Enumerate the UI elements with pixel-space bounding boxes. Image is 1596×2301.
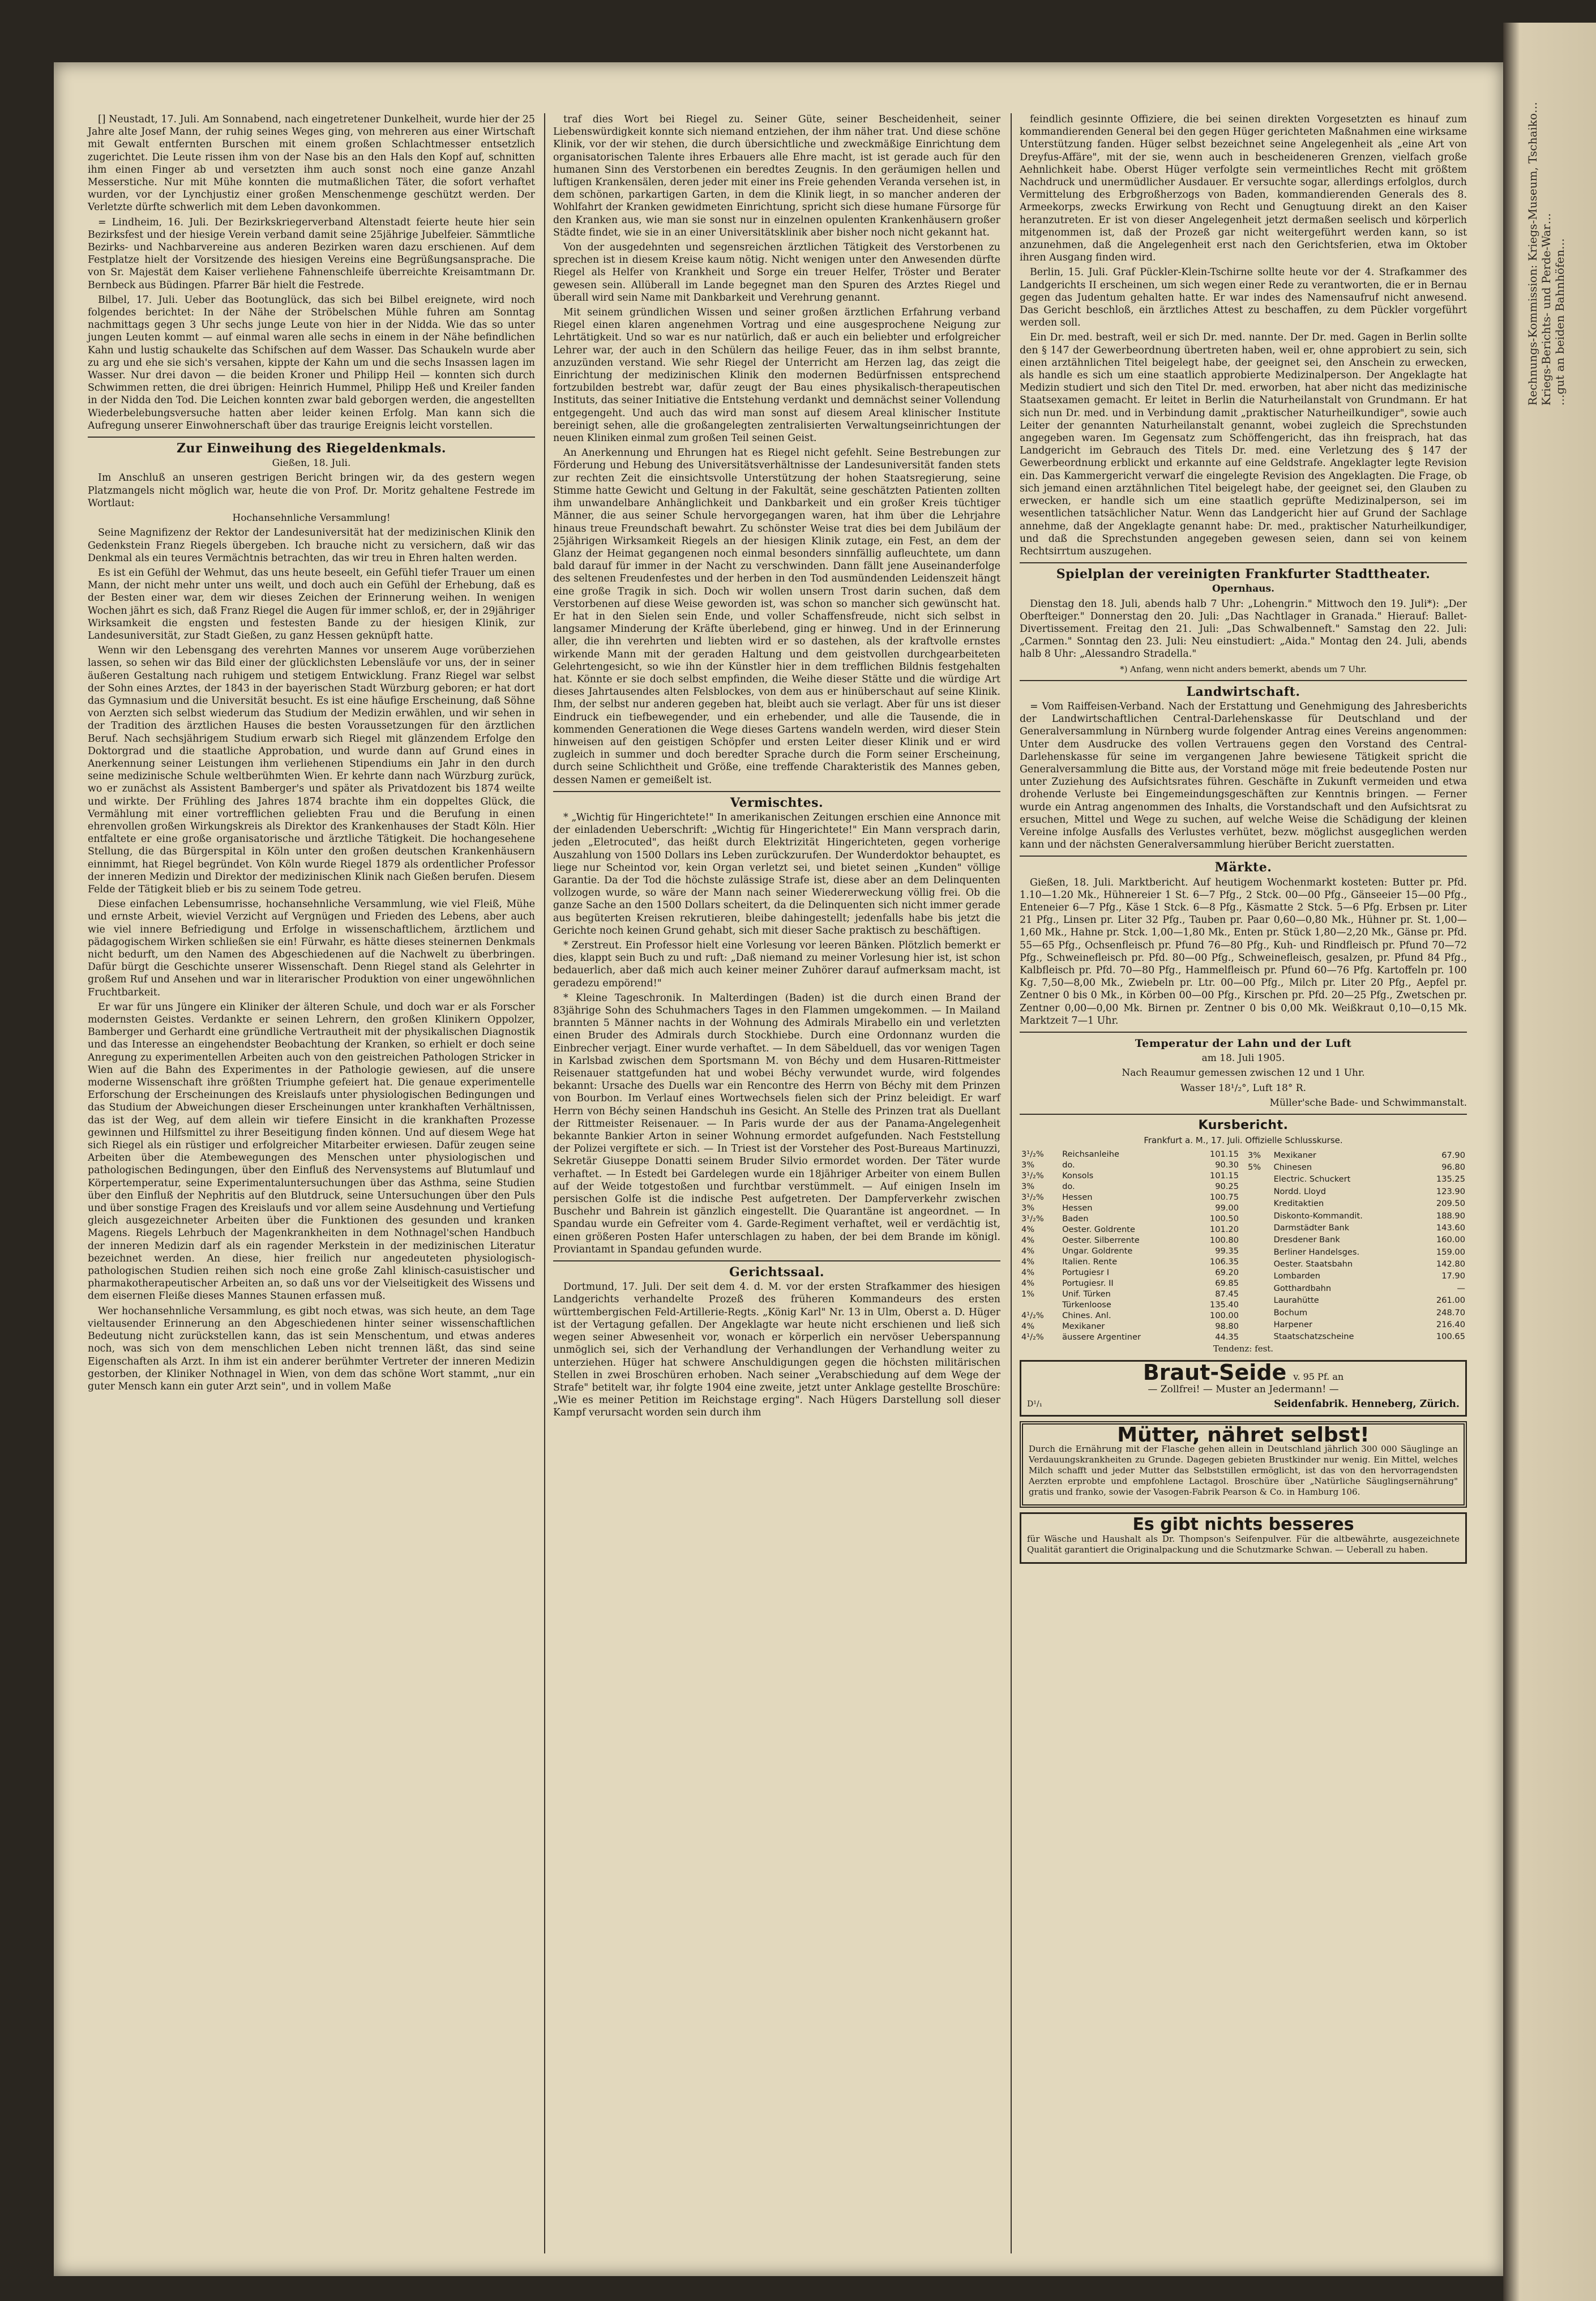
kurs-security: Chines. Anl.: [1062, 1311, 1111, 1321]
kurs-security: Kreditaktien: [1273, 1199, 1324, 1209]
kurs-price: 101.20: [1209, 1225, 1239, 1235]
ad-muetter: [1020, 1421, 1467, 1508]
kurs-rate: [1246, 1331, 1272, 1342]
kurs-price: 123.90: [1436, 1186, 1465, 1196]
kurs-security: äussere Argentiner: [1062, 1332, 1141, 1342]
column-2: [553, 113, 1000, 2253]
paragraph: Er war für uns Jüngere ein Kliniker der älteren Schule, und doch war er als Forscher modernsten Geistes. Verdankte er seinen Lehrern, den großen Klinikern Oppolzer, Bamberger und Gerhardt eine gründliche Vertrautheit mit der physikalischen Diagnostik und das Interesse an eingehendster Beobachtung der Kranken, so erhielt er doch seine Anregung zu experimentellen Arbeiten auch von den geistreichen Pathologen Stricker in Wien auf die Bahn des Experimentes in der Pathologie gewiesen, auf die unsere moderne Wissenschaft ihre größten Triumphe gefeiert hat. Die genaue experimentelle Erforschung der Erscheinungen des Kreislaufs unter physiologischen Bedingungen und das Studium der Abweichungen dieser Erscheinungen unter krankhaften Verhältnissen, das ist der Weg, auf dem allein wir tiefere Einsicht in die krankhaften Prozesse gewinnen und Hilfsmittel zu ihrer Beseitigung finden können. Und auf diesem Wege hat sich Riegel als ein rüstiger und erfolgreicher Mitarbeiter erwiesen. Dafür zeugen seine Arbeiten über die Atembewegungen des Menschen unter physiologischen und pathologischen Bedingungen, über den Einfluß des Nervensystems auf Blutumlauf und Körpertemperatur, seine Experimentaluntersuchungen über das Asthma, seine Studien über den Einfluß der Nephritis auf den Blutdruck, seine Untersuchungen über den Puls und über sonstige Fragen des Kreislaufs und vor allem seine Ausdehnung und Vertiefung gleich ausgezeichneter Arbeiten über die Funktionen des gesunden und kranken Magens. Riegels Lehrbuch der Magenkrankheiten in dem Nothnagel'schen Handbuch der inneren Medizin darf als ein ragender Merkstein in der medizinischen Literatur bezeichnet werden. An diese, hier freilich nur angedeuteten physiologisch-pathologischen Studien reihen sich noch eine große Zahl klinisch-casuistischer und pharmakotherapeutischer Arbeiten an, so daß uns vor der Vielseitigkeit des Wissens und dem eisernen Fleiße dieses Mannes Staunen erfassen muß.: [88, 1001, 535, 1302]
paragraph: Diese einfachen Lebensumrisse, hochansehnliche Versammlung, wie viel Fleiß, Mühe und ernste Arbeit, wieviel Verzicht auf Vergnügen und Frieden des Lebens, aber auch wie viel innere Befriedigung und Erfolge in wissenschaftlichem, ärztlichem und pädagogischem Wirken schließen sie ein! Fürwahr, es hätte dieses steinernen Denkmals nicht bedurft, um den Namen des Abgeschiedenen auf die Nachwelt zu überbringen. Dafür bürgt die Geschichte unserer Wissenschaft. Denn Riegel stand als Gelehrter in großem Ruf und Ansehen und war in literarischer Produktion von einer ungewöhnlichen Fruchtbarkeit.: [88, 899, 535, 998]
kurs-price: 159.00: [1436, 1247, 1465, 1257]
article-raiffeisen: = Vom Raiffeisen-Verband. Nach der Erstattung und Genehmigung des Jahresberichts der Landwirtschaftlichen Central-Darlehenskasse für Deutschland und der Generalversammlung in Nürnberg wurde folgender Antrag eines Vereins angenommen: Unter dem Ausdrucke des vollen Vertrauens gegen den Vorstand des Central-Darlehenskasse für seine im vergangenen Jahre bewiesene Tätigkeit spricht die Generalversammlung die Bitte aus, der Vorstand möge mit freie bedeutende Posten nur unter Zuziehung des Aufsichtsrates führen. Geschäfte in Zukunft vermeiden und etwa drohende Verluste bei Eingemeindungsgeschäften zur Kenntnis bringen. — Ferner wurde ein Antrag angenommen des Inhalts, die Vorstandschaft und den Aufsichtsrat zu ersuchen, Mittel und Wege zu suchen, auf welche Weise die Schädigung der kleinen Vereine infolge Ausfalls des Verlustes verhütet, bezw. möglichst ausgeglichen werden kann und der nächsten Generalversammlung hierüber Bericht zuerstatten.: [1020, 700, 1467, 851]
theater-schedule: Dienstag den 18. Juli, abends halb 7 Uhr: „Lohengrin." Mittwoch den 19. Juli*): „Der Oberfteiger." Donnerstag den 20. Juli: „Das Nachtlager in Granada." Hierauf: Ballet-Divertissement. Freitag den 21. Juli: „Das Schwalbenneft." Samstag den 22. Juli: „Carmen." Sonntag den 23. Juli: Neu einstudiert: „Aida." Montag den 24. Juli, abends halb 8 Uhr: „Alessandro Stradella.": [1020, 598, 1467, 660]
kurs-security: Dresdener Bank: [1273, 1235, 1340, 1245]
kurs-rate: [1246, 1270, 1272, 1282]
kurs-security: Konsols: [1062, 1171, 1094, 1181]
kurs-security: do.: [1062, 1182, 1075, 1192]
kurs-price: 69.85: [1215, 1278, 1239, 1289]
kurs-price: 69.20: [1215, 1268, 1239, 1278]
kurs-rate: 4¹/₂%: [1021, 1311, 1044, 1321]
kurs-price: 106.35: [1209, 1257, 1239, 1267]
kurs-row: [1246, 1282, 1467, 1294]
kurs-price: 44.35: [1215, 1332, 1239, 1342]
kurs-row: [1020, 1203, 1240, 1213]
kurs-price: —: [1457, 1283, 1465, 1293]
kurs-price: 99.00: [1215, 1203, 1239, 1213]
kurs-security: Bochum: [1273, 1307, 1308, 1318]
kurs-row: [1020, 1310, 1240, 1321]
article-lindheim: = Lindheim, 16. Juli. Der Bezirkskriegerverband Altenstadt feierte heute hier sein Bezirksfest und der hiesige Verein verband damit seine 25jährige Jubelfeier. Sämmtliche Bezirks- und Nachbarvereine aus anderen Bezirken waren dazu erschienen. Auf dem Festplatze hielt der Vorsitzende des hiesigen Vereins eine Begrüßungsansprache. Die von Sr. Majestät dem Kaiser verliehene Fahnenschleife überreichte Kreisamtmann Dr. Bernbeck aus Büdingen. Pfarrer Bär hielt die Festrede.: [88, 216, 535, 291]
kurs-security: Staatschatzscheine: [1273, 1332, 1354, 1342]
kurs-row: [1020, 1267, 1240, 1278]
ad-text: für Wäsche und Haushalt als Dr. Thompson's Seifenpulver. Für die altbewährte, ausgezeichnete Qualität garantiert die Originalpackung und die Schutzmarke Schwan. — Ueberall zu haben.: [1027, 1533, 1460, 1555]
kurs-price: 67.90: [1441, 1150, 1465, 1160]
paragraph: An Anerkennung und Ehrungen hat es Riegel nicht gefehlt. Seine Bestrebungen zur Förderung und Hebung des Universitätsverhältnisse der Landesuniversität fanden stets zur rechten Zeit die einsichtsvolle Unterstützung der hohen Staatsregierung, seine Stimme hatte Gewicht und Geltung in der Fakultät, seine geschätzten Patienten zollten ihm unwandelbare Anhänglichkeit und Dankbarkeit und ein großer Kreis tüchtiger Männer, die aus seiner Schule hervorgegangen waren, hat ihm über die Lehrjahre hinaus treue Freundschaft bewahrt. Zu schönster Weise trat dies bei dem Jubiläum der 25jährigen Wirksamkeit Riegels an der hiesigen Klinik zutage, ein Fest, an dem der Glanz der Heimat gegangenen noch einmal besonders sinnfällig aufleuchtete, um dann bald darauf für immer in der Nacht zu verschwinden. Dann fällt jene Auseinanderfolge des seltenen Freudenfestes und der herben in den Tod ausmündenden Leidenszeit hängt eine große Tragik in sich. Doch wir wollen unsern Trost darin suchen, daß dem Verstorbenen auf diese Weise geworden ist, was schon so mancher sich gewünscht hat. Er hat in den Sielen sein Ende, und voller Schaffensfreude, nicht sich selbst in langsamer Minderung der Kräfte überlebend, ging er hinweg. Und in der Erinnerung aller, die ihn verehrten und liebten wird er so dastehen, als der kraftvolle ernstes wirkende Mann mit der geraden Haltung und dem geistvollen durchgearbeiteten Gelehrtengesicht, so wie ihn der Künstler hier in dem trefflichen Bildnis festgehalten hat. Könnte er sie doch selbst empfinden, die Weihe dieser Stätte und die würdige Art dieses Jahrtausendes alten Felsblockes, von dem aus er hinüberschaut auf seine Klinik. Ihm, der selbst nur anderen gegeben hat, bleibt auch sie verlagt. Aber für uns ist dieser Eindruck ein tiefbewegender, und ein erhebender, und alle die Tausende, die in kommenden Generationen die Wege dieses Gartens wandeln werden, wird dieser Stein hinweisen auf den geistigen Schöpfer und ersten Leiter dieser Klinik und er wird zugleich in summer und doch beredter Sprache durch die Form seiner Erscheinung, durch seine Schlichtheit und Größe, eine treffende Charakteristik des Mannes geben, dessen Namen er gemeißelt ist.: [553, 447, 1000, 786]
heading-theater: Spielplan der vereinigten Frankfurter Stadttheater.: [1056, 567, 1431, 582]
kurs-price: 101.15: [1209, 1171, 1239, 1181]
kurs-security: Reichsanleihe: [1062, 1149, 1119, 1160]
temp-source: Müller'sche Bade- und Schwimmanstalt.: [1269, 1097, 1467, 1109]
kurs-rate: [1246, 1186, 1272, 1197]
kurs-row: [1246, 1294, 1467, 1306]
temp-date: am 18. Juli 1905.: [1201, 1053, 1285, 1064]
kurs-price: 248.70: [1436, 1307, 1465, 1318]
kurs-security: Baden: [1062, 1214, 1089, 1224]
kurs-security: do.: [1062, 1160, 1075, 1170]
next-page-edge: [1503, 23, 1596, 2301]
kurs-row: [1020, 1213, 1240, 1224]
heading-kursbericht: Kursbericht.: [1198, 1118, 1289, 1133]
paragraph: Mit seinem gründlichen Wissen und seiner großen ärztlichen Erfahrung verband Riegel einen klaren angenehmen Vortrag und eine ausgesprochene Neigung zur Lehrtätigkeit. Und so war es nur natürlich, daß er auch ein beliebter und erfolgreicher Lehrer war, der auch in den Schülern das heilige Feuer, das in ihm selbst brannte, anzuzünden verstand. Wie sehr Riegel der Unterricht am Herzen lag, das zeigt die Einrichtung der medizinischen Klinik den modernen Bedürfnissen entsprechend fortzubilden bestrebt war, dafür zeugt der Bau eines physikalisch-therapeutischen Instituts, das seiner Initiative die Entstehung verdankt und demnächst seiner Vollendung entgegengeht. Und auch das wird man sonst auf diesem Areal klinischer Institute bereinigt sehen, alle die großangelegten zentralisierten Verwaltungseinrichtungen der neuen Kliniken einmal zum großen Teil seinen Geist.: [553, 307, 1000, 444]
kurs-security: Hessen: [1062, 1203, 1093, 1213]
salutation: Hochansehnliche Versammlung!: [232, 512, 391, 524]
divider: [553, 1260, 1000, 1261]
kurs-table-right: [1246, 1149, 1467, 1342]
kurs-tables: [1020, 1149, 1467, 1342]
kurs-rate: [1246, 1294, 1272, 1306]
kurs-rate: 3¹/₂%: [1021, 1192, 1044, 1203]
kurs-security: Oester. Silberrente: [1062, 1235, 1140, 1246]
kurs-price: 261.00: [1436, 1295, 1465, 1306]
column-rule: [544, 113, 545, 2253]
kurs-rate: 4%: [1021, 1246, 1035, 1256]
article-dr-med: Ein Dr. med. bestraft, weil er sich Dr. med. nannte. Der Dr. med. Gagen in Berlin sollte den § 147 der Gewerbeordnung übertreten haben, weil er, ohne approbiert zu sein, sich einen arztähnlichen Titel beigelegt habe, der geeignet sei, den Anschein zu erwecken, als handle es sich um eine staatlich approbierte Medizinalperson. Der Angeklagte hat Medizin studiert und sich den Titel Dr. med. erworben, hat aber nicht das medizinische Staatsexamen gemacht. Er leitet in Berlin die Naturheilanstalt von Grundmann. Er hat sich nun Dr. med. und in Verbindung damit „praktischer Naturheilkundiger", sowie auch Leiter der genannten Naturheilanstalt genannt, wobei zugleich die Sprechstunden angegeben waren. Im Gegensatz zum Schöffengericht, das ihn freisprach, hat das Landgericht im Gebrauch des Titels Dr. med. eine Verletzung des § 147 der Gewerbeordnung erblickt und erkannte auf eine Geldstrafe. Angeklagter legte Revision ein. Das Kammergericht verwarf die eingelegte Revision des Angeklagten. Die Frage, ob sich jemand einen arztähnlichen Titel beigelegt habe, der geeignet sei, den Glauben zu erwecken, er handle sich um eine staatlich geprüfte Medizinalperson, sei im wesentlichen tatsächlicher Natur. Wenn das Landgericht hier auf Grund der Sachlage annehme, daß der Angeklagte genannt habe: Dr. med., praktischer Naturheilkundiger, und daß die Sprechstunden angegeben gewesen seien, dann sei von keinem Rechtsirrtum auszugehen.: [1020, 332, 1467, 557]
kurs-row: [1246, 1186, 1467, 1197]
kurs-rate: [1246, 1282, 1272, 1294]
article-hingerichtete: * „Wichtig für Hingerichtete!" In amerikanischen Zeitungen erschien eine Annonce mit der einladenden Ueberschrift: „Wichtig für Hingerichtete!" Ein Mann versprach darin, jeden „Eletrocuted", das heißt durch Elektrizität Hingerichteten, gegen vorherige Auszahlung von 1500 Dollars ins Leben zurückzurufen. Der Wunderdoktor behauptet, es liege nur Scheintod vor, kein Organ verletzt sei, und bietet seinen „Kunden" völlige Garantie. Da der Tod die höchste zulässige Strafe ist, diese aber an dem Delinquenten vollzogen wurde, so wäre der Mann nach seiner Wiedererweckung völlig frei. Ob die ganze Sache an den 1500 Dollars scheitert, da die Delinquenten sich nicht immer gerade aus begüterten Kreisen rekrutieren, bleibe dahingestellt; jedenfalls habe bis jetzt die Gerichte noch keinen Grund gehabt, sich mit dieser Sache praktisch zu beschäftigen.: [553, 811, 1000, 936]
kurs-security: Diskonto-Kommandit.: [1273, 1211, 1363, 1221]
kurs-security: Laurahütte: [1273, 1295, 1319, 1306]
kurs-rate: 3%: [1021, 1203, 1035, 1213]
divider: [88, 437, 535, 438]
ad-line: — Zollfrei! — Muster an Jedermann! —: [1148, 1383, 1339, 1395]
divider: [1020, 1114, 1467, 1115]
kurs-rate: 4%: [1021, 1225, 1035, 1235]
kurs-security: Harpener: [1273, 1319, 1312, 1329]
ad-text: Durch die Ernährung mit der Flasche gehen allein in Deutschland jährlich 300 000 Säuglinge an Verdauungskrankheiten zu Grunde. Dagegen gebieten Brustkinder nur wenig. Ein Mittel, welches Milch schafft und jeder Mutter das Selbststillen ermöglicht, ist das von den hervorragendsten Aerzten erprobte und empfohlene Lactagol. Broschüre über „Natürliche Säuglingsernährung" gratis und franko, sowie der Vasogen-Fabrik Pearson & Co. in Hamburg 106.: [1029, 1444, 1458, 1498]
kurs-row: [1246, 1331, 1467, 1342]
kurs-row: [1246, 1197, 1467, 1209]
kurs-price: 209.50: [1436, 1199, 1465, 1209]
ad-title: Mütter, nähret selbst!: [1117, 1423, 1370, 1447]
kurs-price: 100.00: [1209, 1311, 1239, 1321]
ad-line: Seidenfabrik. Henneberg, Zürich.: [1274, 1398, 1460, 1410]
kurs-rate: [1246, 1319, 1272, 1331]
paragraph: traf dies Wort bei Riegel zu. Seiner Güte, seiner Bescheidenheit, seiner Liebenswürdigkeit konnte sich niemand entziehen, der ihm näher trat. Und diese schöne Klinik, vor der wir stehen, die durch übersichtliche und zweckmäßige Einrichtung dem organisatorischen Talente ihres Erbauers alle Ehre macht, ist ist gerade auch für den humanen Sinn des Verstorbenen ein beredtes Zeugnis. In den geräumigen hellen und luftigen Krankensälen, deren jeder mit einer ins Freie gehenden Veranda versehen ist, in dem schönen, parkartigen Garten, in dem die Klinik liegt, in so mancher anderen der Wohlfahrt der Kranken gewidmeten Einrichtung, spricht sich diese humane Fürsorge für den Kranken aus, wie man sie sonst nur in einzelnen opulenten Krankenhäusern großer Städte findet, wie sie in an einer Universitätsklinik aber bisher noch nicht gekannt hat.: [553, 114, 1000, 238]
newspaper-page: [54, 62, 1503, 2276]
kurs-security: Berliner Handelsges.: [1273, 1247, 1360, 1257]
kurs-security: Electric. Schuckert: [1273, 1174, 1351, 1184]
ad-title: Braut-Seide: [1143, 1359, 1287, 1385]
kurs-price: 135.40: [1209, 1300, 1239, 1310]
divider: [1020, 856, 1467, 857]
column-3: [1020, 113, 1467, 2253]
paragraph: feindlich gesinnte Offiziere, die bei seinen direkten Vorgesetzten es hinauf zum kommandierenden General bei den gegen Hüger gerichteten Maßnahmen eine wirksame Unterstützung fanden. Hüger selbst bezeichnet seine Angelegenheit als „eine Art von Dreyfus-Affäre", mit der sie, wenn auch in bescheideneren Grenzen, vielfach große Aehnlichkeit habe. Oberst Hüger verfolgte sein vermeintliches Recht mit größtem Nachdruck und unermüdlicher Ausdauer. Er versuchte sogar, allerdings erfolglos, durch Vermittelung des Erbgroßherzogs von Baden, kommandierenden Generals des 8. Armeekorps, zwecks Erwirkung von Recht und Genugtuung direkt an den Kaiser heranzutreten. Er ist von dieser Angelegenheit jetzt dermaßen seelisch und körperlich mitgenommen ist, daß der Prozeß gar nicht weitergeführt werden kann, so ist anzunehmen, daß die Angelegenheit erst nach den Gerichtsferien, etwa im Oktober ihren Ausgang finden wird.: [1020, 114, 1467, 264]
kurs-row: [1246, 1306, 1467, 1318]
kurs-row: [1020, 1235, 1240, 1246]
kurs-security: Nordd. Lloyd: [1273, 1186, 1326, 1196]
kurs-row: [1020, 1289, 1240, 1299]
kurs-security: Portugiesr. II: [1062, 1278, 1114, 1289]
kurs-price: 100.80: [1209, 1235, 1239, 1246]
paragraph: Im Anschluß an unseren gestrigen Bericht bringen wir, da des gestern wegen Platzmangels nicht möglich war, heute die von Prof. Dr. Moritz gehaltene Festrede im Wortlaut:: [88, 472, 535, 509]
kurs-row: [1246, 1173, 1467, 1185]
divider: [1020, 680, 1467, 681]
kurs-price: 100.75: [1209, 1192, 1239, 1203]
kurs-security: Oester. Staatsbahn: [1273, 1259, 1353, 1269]
kurs-table-left: [1020, 1149, 1240, 1342]
paragraph: Wenn wir den Lebensgang des verehrten Mannes vor unserem Auge vorüberziehen lassen, so sehen wir das Bild einer der glücklichsten Lebensläufe vor uns, der in seiner äußeren Gestaltung nach ruhigem und stetigem Entwicklung. Franz Riegel war selbst der Sohn eines Arztes, der 1843 in der bayerischen Stadt Würzburg geboren; er hat dort das Gymnasium und die Universität besucht. Es ist eine häufige Erscheinung, daß Söhne von Aerzten sich selbst wiederum das Studium der Medizin erwählen, und wir sehen in der Tradition des ärztlichen Hauses die besten Voraussetzungen für den ärztlichen Beruf. Nach sechsjährigem Studium erwarb sich Riegel mit glänzendem Erfolge den Doktorgrad und die staatliche Approbation, und wurde dann auf Grund eines in Anerkennung seiner Leistungen ihm verliehenen Stipendiums ein Jahr in den durch seine medizinische Schule weltberühmten Wien. Er kehrte dann nach Würzburg zurück, wo er zunächst als Assistent Bamberger's und später als Privatdozent bis 1874 weilte und wirkte. Der Frühling des Jahres 1874 brachte ihm ein doppeltes Glück, die Vermählung mit einer vortrefflichen geliebten Frau und die Berufung in einen ehrenvollen großen Wirkungskreis als Direktor des Krankenhauses der Stadt Köln. Hier entfaltete er eine große organisatorische und ärztliche Tätigkeit. Die hochangesehene Stellung, die das Bürgerspital in Köln unter den großen deutschen Krankenhäusern einnimmt, hat Riegel begründet. Von Köln wurde Riegel 1879 als ordentlicher Professor der inneren Medizin und Direktor der medizinischen Klinik nach Gießen berufen. Diesem Felde der Tätigkeit blieb er bis zu seinem Tode getreu.: [88, 645, 536, 895]
kurs-rate: 1%: [1021, 1289, 1035, 1299]
kurs-rate: 4¹/₂%: [1021, 1332, 1044, 1342]
kurs-security: Darmstädter Bank: [1273, 1222, 1350, 1233]
heading-riegeldenkmal: Zur Einweihung des Riegeldenkmals.: [176, 441, 447, 456]
paragraph: Wer hochansehnliche Versammlung, es gibt noch etwas, was sich heute, an dem Tage vieltausender Erinnerung an den Abgeschiedenen hinter seiner wissenschaftlichen Bedeutung nicht zurückstellen kann, das ist sein Menschentum, und etwas anderes noch, was sich von dem menschlichen Leben nicht trennen läßt, das sind seine Eigenschaften als Arzt. In ihm ist ein anderer berühmter Vertreter der inneren Medizin gestorben, der Kliniker Nothnagel in Wien, von dem das schöne Wort stammt, „nur ein guter Mensch kann ein guter Arzt sein", und in vollem Maße: [88, 1305, 535, 1392]
kurs-security: Lombarden: [1273, 1271, 1321, 1281]
paragraph: Es ist ein Gefühl der Wehmut, das uns heute beseelt, ein Gefühl tiefer Trauer um einen Mann, der nicht mehr unter uns weilt, und doch auch ein Gefühl der Erhebung, daß es der Besten einer war, dem wir dieses Zeichen der Erinnerung weihen. In wenigen Wochen jährt es sich, daß Franz Riegel die Augen für immer schloß, er, der in 29jähriger Wirksamkeit die engsten und festesten Bande zu der hiesigen Klinik, zur Landesuniversität, zur Stadt Gießen, zu ganz Hessen geknüpft hatte.: [88, 567, 535, 641]
heading-gerichtssaal: Gerichtssaal.: [729, 1265, 825, 1280]
kurs-rate: 5%: [1248, 1162, 1261, 1172]
kurs-row: [1020, 1160, 1240, 1170]
kurs-price: 142.80: [1436, 1259, 1465, 1269]
kurs-price: 99.35: [1215, 1246, 1239, 1256]
kurs-security: Italien. Rente: [1062, 1257, 1118, 1267]
kurs-security: Chinesen: [1273, 1162, 1312, 1172]
kurs-row: [1020, 1149, 1240, 1160]
kurs-row: [1020, 1170, 1240, 1181]
dateline-giessen: Gießen, 18. Juli.: [272, 457, 351, 469]
kurs-rate: 3¹/₂%: [1021, 1214, 1044, 1224]
kurs-price: 100.65: [1436, 1332, 1465, 1342]
kurs-rate: [1246, 1234, 1272, 1246]
kurs-row: [1020, 1192, 1240, 1203]
kurs-price: 188.90: [1436, 1211, 1465, 1221]
divider: [1020, 1032, 1467, 1033]
kurs-security: Türkenloose: [1062, 1300, 1111, 1310]
kurs-rate: 4%: [1021, 1235, 1035, 1246]
subheading-opernhaus: Opernhaus.: [1212, 583, 1275, 595]
article-dortmund: Dortmund, 17. Juli. Der seit dem 4. d. M. vor der ersten Strafkammer des hiesigen Landgerichts verhandelte Prozeß des früheren Kommandeurs des ersten württembergischen Feld-Artillerie-Regts. „König Karl" Nr. 13 in Ulm, Oberst a. D. Hüger ist der Vertagung gefallen. Der Angeklagte war heute nicht erschienen und ließ sich wegen seiner Abwesenheit vor, wonach er körperlich ein nervöser Ueberspannung unmöglich sei, sich der Verhandlung der Verhandlungen der Verhandlung weiter zu unterziehen. Hüger hat schwere Anschuldigungen gegen die höchsten militärischen Stellen in zwei Broschüren erhoben. Nach seiner „Verabschiedung auf dem Wege der Strafe" betitelt war, ihr folgte 1904 eine zweite, jetzt unter Anklage gestellte Broschüre: „Wie es meiner Petition im Reichstage erging". Nach Hügers Darstellung soll dieser Kampf verursacht worden sein durch ihm: [553, 1281, 1000, 1419]
kurs-price: 160.00: [1436, 1235, 1465, 1245]
heading-landwirtschaft: Landwirtschaft.: [1186, 684, 1300, 699]
heading-maerkte: Märkte.: [1214, 860, 1272, 875]
market-report: Gießen, 18. Juli. Marktbericht. Auf heutigem Wochenmarkt kosteten: Butter pr. Pfd. 1.10—1.20 Mk., Hühnereier 1 St. 6—7 Pfg., 2 Stck. 00—00 Pfg., Gänseeier 15—00 Pfg., Enteneier 6—7 Pfg., Käse 1 Stck. 6—8 Pfg., Käsmatte 2 Stck. 5—6 Pfg. Erbsen pr. Liter 21 Pfg., Linsen pr. Liter 32 Pfg., Tauben pr. Paar 0,60—0,80 Mk., Hühner pr. St. 1,00—1,60 Mk., Hahne pr. Stck. 1,00—1,80 Mk., Enten pr. Stück 1,80—2,20 Mk., Gänse pr. Pfd. 55—65 Pfg., Ochsenfleisch pr. Pfund 76—80 Pfg., Kuh- und Rindfleisch pr. Pfund 70—72 Pfg., Schweinefleisch pr. Pfd. 80—00 Pfg., Schweinefleisch, gesalzen, pr. Pfund 84 Pfg., Kalbfleisch pr. Pfd. 70—80 Pfg., Hammelfleisch pr. Pfund 60—76 Pfg. Kartoffeln pr. 100 Kg. 7,50—8,00 Mk., Zwiebeln pr. Ltr. 00—00 Pfg., Milch pr. Liter 20 Pfg., Aepfel pr. Zentner 0 bis 0 Mk., in Körben 00—00 Pfg., Kirschen pr. Pfd. 20—25 Pfg., Zwetschen pr. Zentner 0,00—0,00 Mk. Birnen pr. Zentner 0 bis 0,00 Mk. Weißkraut 0,10—0,15 Mk. Marktzeit 7—1 Uhr.: [1020, 876, 1467, 1027]
kurs-row: [1246, 1246, 1467, 1258]
kurs-subtitle: Frankfurt a. M., 17. Juli. Offizielle Schlusskurse.: [1144, 1135, 1343, 1146]
article-bilbel: Bilbel, 17. Juli. Ueber das Bootunglück, das sich bei Bilbel ereignete, wird noch folgendes berichtet: In der Nähe der Ströbelschen Mühle fuhren am Sonntag nachmittags gegen 3 Uhr sechs junge Leute von hier in der Nidda. Wie das so unter jungen Leuten kommt — auf einmal waren alle sechs in einem in der Nähe befindlichen Kahn und lustig schaukelte das Schifschen auf dem Wasser. Das Schaukeln wurde aber zu arg und ehe sie sich's versahen, kippte der Kahn um und die sechs Insassen lagen im Wasser. Nur drei davon — die beiden Kroner und Philipp Heil — konnten sich durch Schwimmen retten, die drei übrigen: Heinrich Hummel, Philipp Heß und Kreiler fanden in der Nidda den Tod. Die Leichen konnten zwar bald geborgen werden, die angestellten Wiederbelebungsversuche hatten aber leider keinen Erfolg. Man kann sich die Aufregung unserer Einwohnerschaft über das traurige Ereignis leicht vorstellen.: [88, 294, 535, 431]
kurs-rate: [1246, 1173, 1272, 1185]
kurs-price: 101.15: [1209, 1149, 1239, 1160]
kurs-row: [1246, 1161, 1467, 1173]
divider: [553, 791, 1000, 792]
kurs-security: Mexikaner: [1062, 1321, 1105, 1332]
temp-method: Nach Reaumur gemessen zwischen 12 und 1 Uhr.: [1122, 1067, 1365, 1079]
theater-note: *) Anfang, wenn nicht anders bemerkt, abends um 7 Uhr.: [1120, 664, 1367, 674]
kurs-security: Hessen: [1062, 1192, 1093, 1203]
kurs-rate: 4%: [1021, 1257, 1035, 1267]
kurs-security: Portugiesr I: [1062, 1268, 1110, 1278]
heading-vermischtes: Vermischtes.: [730, 795, 824, 810]
kurs-row: [1020, 1181, 1240, 1192]
kurs-security: Unif. Türken: [1062, 1289, 1111, 1299]
kurs-rate: [1020, 1299, 1060, 1310]
paragraph: Von der ausgedehnten und segensreichen ärztlichen Tätigkeit des Verstorbenen zu sprechen ist in diesem Kreise kaum nötig. Nicht wenigen unter den Anwesenden dürfte Riegel als Helfer von Krankheit und Sorge ein treuer Helfer, Tröster und Berater gewesen sein. Allüberall im Lande begegnet man den Spuren des Arztes Riegel und überall wird sein Name mit Dankbarkeit und Verehrung genannt.: [553, 242, 1000, 303]
kurs-rate: [1246, 1306, 1272, 1318]
kurs-rate: [1246, 1246, 1272, 1258]
kurs-rate: 4%: [1021, 1278, 1035, 1289]
divider: [1020, 562, 1467, 563]
kurs-row: [1246, 1270, 1467, 1282]
kurs-row: [1020, 1321, 1240, 1332]
temp-values: Wasser 18¹/₂°, Luft 18° R.: [1180, 1082, 1306, 1094]
article-neustadt: [] Neustadt, 17. Juli. Am Sonnabend, nach eingetretener Dunkelheit, wurde hier der 25 Jahre alte Josef Mann, der ruhig seines Weges ging, von mehreren aus einer Wirtschaft mit Gewalt entfernten Burschen mit einem großen Schlachtmesser entsetzlich zugerichtet. Die Leute rissen ihm von der Nase bis an den Hals den Kopf auf, schnitten ihm einen Finger ab und versetzten ihm auch sonst noch eine ganze Anzahl Messerstiche. Nur mit Mühe konnten die mutmaßlichen Täter, die sofort verhaftet wurden, vor der Lynchjustiz einer großen Menschenmenge geschützt werden. Der Verletzte dürfte schwerlich mit dem Leben davonkommen.: [88, 114, 535, 213]
kurs-rate: 3¹/₂%: [1021, 1149, 1044, 1160]
kurs-rate: 3%: [1248, 1150, 1261, 1160]
kurs-price: 96.80: [1441, 1162, 1465, 1172]
edge-text: Rechnungs-Kommission: Kriegs-Museum, Tschaiko… Kriegs-Berichts- und Perde-War… …gut an beiden Bahnhöfen…: [1526, 102, 1567, 406]
article-berlin: Berlin, 15. Juli. Graf Pückler-Klein-Tschirne sollte heute vor der 4. Strafkammer des Landgerichts II erscheinen, um sich wegen einer Rede zu verantworten, die er in Bernau gegen das Judentum gehalten hatte. Er war indes des Namensaufruf nicht anwesend. Das Gericht beschloß, ein ärztliches Attest zu beschaffen, zu dem Pückler vorgeführt werden soll.: [1020, 267, 1467, 329]
kurs-rate: 4%: [1021, 1321, 1035, 1332]
column-rule: [1011, 113, 1012, 2253]
ad-title: Es gibt nichts besseres: [1132, 1515, 1354, 1535]
kurs-row: [1246, 1234, 1467, 1246]
ad-seifenpulver: [1020, 1512, 1467, 1563]
kurs-rate: [1246, 1222, 1272, 1234]
kurs-row: [1020, 1332, 1240, 1342]
article-zerstreut: * Zerstreut. Ein Professor hielt eine Vorlesung vor leeren Bänken. Plötzlich bemerkt er dies, klappt sein Buch zu und ruft: „Daß niemand zu meiner Vorlesung hier ist, ist schon bedauerlich, aber daß mich auch keiner meiner Zuhörer darauf aufmerksam macht, ist geradezu empörend!": [553, 940, 1000, 989]
kurs-rate: 3%: [1021, 1182, 1035, 1192]
kurs-row: [1246, 1319, 1467, 1331]
kurs-price: 135.25: [1436, 1174, 1465, 1184]
kurs-row: [1246, 1149, 1467, 1161]
kurs-security: Oester. Goldrente: [1062, 1225, 1135, 1235]
kurs-security: Mexikaner: [1273, 1150, 1316, 1160]
kurs-rate: [1246, 1197, 1272, 1209]
kurs-price: 90.30: [1215, 1160, 1239, 1170]
kurs-price: 216.40: [1436, 1319, 1465, 1329]
column-1: [88, 113, 535, 2253]
heading-temperatur: Temperatur der Lahn und der Luft: [1135, 1037, 1352, 1050]
kurs-row: [1246, 1258, 1467, 1270]
article-tageschronik: * Kleine Tageschronik. In Malterdingen (Baden) ist die durch einen Brand der 83jährige Sohn des Schuhmachers Tages in den Flammen umgekommen. — In Mailand brannten 5 Männer nachts in der Wohnung des Admirals Mirabello ein und verletzten einen Bruder des Admirals durch Stockhiebe. Durch eine Ordonnanz wurden die Einbrecher verjagt. Einer wurde verhaftet. — In dem Säbelduell, das vor wenigen Tagen in Karlsbad zwischen dem Sportsmann M. von Béchy und dem Husaren-Rittmeister Reisenauer stattgefunden hat und wobei Béchy verwundet wurde, wird folgendes bekannt: Ursache des Duells war ein Rencontre des Herrn von Béchy mit dem Prinzen von Bourbon. Im Verlauf eines Wortwechsels fielen sich der Prinz beleidigt. Er warf Herrn von Béchy seinen Handschuh ins Gesicht. An Stelle des Prinzen trat als Duellant der Rittmeister Reisenauer. — In Paris wurde der aus der Panama-Angelegenheit bekannte Bankier Arton in seiner Wohnung ermordet aufgefunden. Nach Feststellung der Polizei vergiftete er sich. — In Triest ist der Vorsteher des Post-Bureaus Martinuzzi, Sekretär Giuseppe Donatti seinem Bruder Silvio ermordet worden. Der Täter wurde verhaftet. — In Estedt bei Gardelegen wurde ein 18jähriger Arbeiter von einem Bullen auf der Weide totgestoßen und furchtbar verstümmelt. — Auf einigen Inseln im persischen Golfe ist die indische Pest aufgetreten. Der Dampferverkehr zwischen Buschehr und Bahrein ist gänzlich eingestellt. Die Quarantäne ist angeordnet. — In Spandau wurde ein Gefreiter vom 4. Garde-Regiment verhaftet, weil er verdächtig ist, einen größeren Posten Hafer unterschlagen zu haben, der bei dem Brande im königl. Proviantamt in Spandau gefunden wurde.: [553, 992, 1000, 1255]
paragraph: Seine Magnifizenz der Rektor der Landesuniversität hat der medizinischen Klinik den Gedenkstein Franz Riegels übergeben. Ich brauche nicht zu versichern, daß wir das Denkmal als ein teures Vermächtnis betrachten, das wir treu in Ehren halten werden.: [88, 527, 535, 564]
kurs-row: [1020, 1299, 1240, 1310]
kurs-price: 100.50: [1209, 1214, 1239, 1224]
kurs-row: [1020, 1224, 1240, 1235]
kurs-price: 17.90: [1441, 1271, 1465, 1281]
ad-braut-seide: [1020, 1360, 1467, 1417]
kurs-rate: 3%: [1021, 1160, 1035, 1170]
kurs-row: [1020, 1278, 1240, 1289]
kurs-rate: [1246, 1209, 1272, 1221]
ad-price: v. 95 Pf. an: [1293, 1371, 1344, 1382]
kurs-rate: 3¹/₂%: [1021, 1171, 1044, 1181]
kurs-row: [1246, 1209, 1467, 1221]
kurs-rate: 4%: [1021, 1268, 1035, 1278]
kurs-tendenz: Tendenz: fest.: [1213, 1344, 1274, 1354]
kurs-price: 143.60: [1436, 1222, 1465, 1233]
kurs-row: [1246, 1222, 1467, 1234]
kurs-price: 98.80: [1215, 1321, 1239, 1332]
kurs-price: 87.45: [1215, 1289, 1239, 1299]
kurs-price: 90.25: [1215, 1182, 1239, 1192]
kurs-security: Gotthardbahn: [1273, 1283, 1332, 1293]
kurs-rate: [1246, 1258, 1272, 1270]
ad-mark: D¹/₁: [1027, 1400, 1043, 1409]
kurs-row: [1020, 1246, 1240, 1256]
kurs-security: Ungar. Goldrente: [1062, 1246, 1133, 1256]
kurs-row: [1020, 1256, 1240, 1267]
